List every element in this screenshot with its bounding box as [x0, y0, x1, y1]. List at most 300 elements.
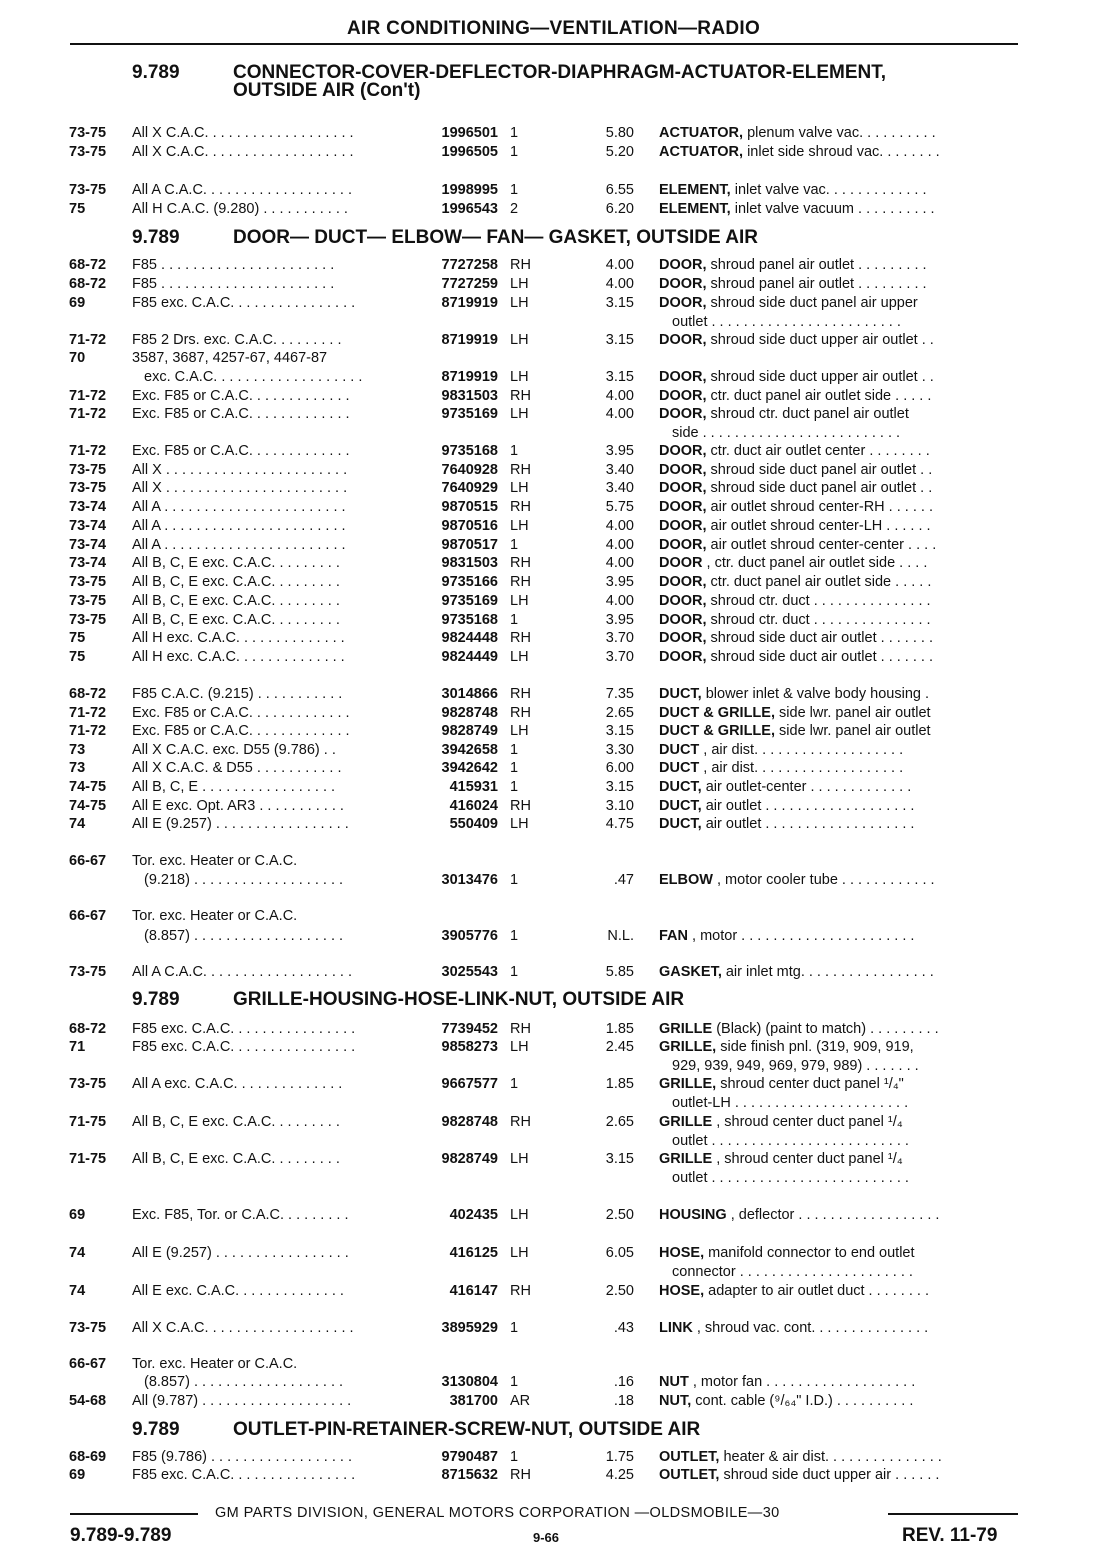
part-description — [659, 928, 1019, 944]
footer-rule-right — [888, 1513, 1018, 1515]
part-description — [659, 144, 1019, 160]
quantity: LH — [510, 480, 529, 496]
part-description-continued: connector . . . . . . . . . . . . . . . . . . . . . . — [672, 1264, 913, 1280]
part-name: DUCT & GRILLE, — [659, 723, 775, 739]
footer-revision: REV. 11-79 — [902, 1525, 998, 1546]
part-number: 9824449 — [441, 649, 498, 665]
application: All E exc. Opt. AR3 . . . . . . . . . . . — [132, 798, 344, 814]
part-description — [659, 1393, 1019, 1409]
part-name: DOOR, — [659, 276, 707, 292]
model-years: 73-75 — [69, 1320, 107, 1336]
part-detail: shroud ctr. duct . . . . . . . . . . . . . . . — [706, 612, 931, 628]
price: 3.95 — [605, 574, 634, 590]
application: All A C.A.C. . . . . . . . . . . . . . . . . . . — [132, 964, 352, 980]
model-years: 66-67 — [69, 908, 107, 924]
part-number: 381700 — [449, 1393, 498, 1409]
part-description — [659, 630, 1019, 646]
section-title: GRILLE-HOUSING-HOSE-LINK-NUT, OUTSIDE AIR — [233, 989, 685, 1010]
parts-row — [0, 125, 1107, 144]
price: 4.00 — [605, 518, 634, 534]
price: .18 — [613, 1393, 634, 1409]
parts-row — [0, 201, 1107, 220]
part-number: 9735168 — [441, 443, 498, 459]
quantity: LH — [510, 518, 529, 534]
part-detail: , deflector . . . . . . . . . . . . . . . . . . — [726, 1207, 940, 1223]
model-years: 73-75 — [69, 593, 107, 609]
part-name: GRILLE, — [659, 1076, 717, 1092]
part-description — [659, 705, 1019, 721]
model-years: 74-75 — [69, 779, 107, 795]
model-years: 74 — [69, 1245, 86, 1261]
part-name: DOOR, — [659, 406, 707, 422]
part-description — [659, 760, 1019, 776]
application: All B, C, E exc. C.A.C. . . . . . . . . — [132, 574, 340, 590]
part-detail: inlet side shroud vac. . . . . . . . — [743, 144, 940, 160]
part-name: HOSE, — [659, 1245, 705, 1261]
part-detail: shroud side duct upper air outlet . . — [706, 332, 934, 348]
part-description — [659, 1467, 1019, 1483]
part-detail: , air dist. . . . . . . . . . . . . . . . . . . — [699, 742, 904, 758]
part-detail: shroud side duct panel air upper — [706, 295, 918, 311]
part-name: DOOR, — [659, 257, 707, 273]
part-description — [659, 1320, 1019, 1336]
parts-row — [0, 705, 1107, 724]
quantity: 1 — [510, 964, 519, 980]
price: .47 — [613, 872, 634, 888]
part-description-continued: 929, 939, 949, 969, 979, 989) . . . . . . . — [672, 1058, 919, 1074]
part-description — [659, 406, 1019, 422]
application: Exc. F85 or C.A.C. . . . . . . . . . . . . — [132, 406, 350, 422]
part-detail: , air dist. . . . . . . . . . . . . . . . . . . — [699, 760, 904, 776]
part-name: ACTUATOR, — [659, 144, 744, 160]
quantity: RH — [510, 1467, 531, 1483]
model-years: 73-75 — [69, 1076, 107, 1092]
part-number: 7727258 — [441, 257, 498, 273]
application: Tor. exc. Heater or C.A.C. — [132, 908, 298, 924]
part-name: ELEMENT, — [659, 182, 731, 198]
quantity: LH — [510, 1207, 529, 1223]
parts-row — [0, 723, 1107, 742]
model-years: 73-75 — [69, 462, 107, 478]
part-description — [659, 872, 1019, 888]
part-description — [659, 723, 1019, 739]
parts-row — [0, 537, 1107, 556]
application: F85 exc. C.A.C. . . . . . . . . . . . . . . . — [132, 1467, 356, 1483]
parts-row — [0, 144, 1107, 163]
part-name: OUTLET, — [659, 1449, 720, 1465]
quantity: 1 — [510, 125, 519, 141]
model-years: 71-72 — [69, 443, 107, 459]
application-continued: exc. C.A.C. . . . . . . . . . . . . . . . . . . — [144, 369, 363, 385]
parts-row — [0, 574, 1107, 593]
model-years: 71-72 — [69, 705, 107, 721]
section-title: DOOR— DUCT— ELBOW— FAN— GASKET, OUTSIDE AIR — [233, 227, 758, 248]
part-number: 3025543 — [441, 964, 498, 980]
quantity: RH — [510, 555, 531, 571]
quantity: RH — [510, 462, 531, 478]
price: .43 — [613, 1320, 634, 1336]
section-title: CONNECTOR-COVER-DEFLECTOR-DIAPHRAGM-ACTUATOR-ELEMENT, — [233, 62, 887, 83]
part-name: DOOR, — [659, 630, 707, 646]
part-detail: shroud ctr. duct panel air outlet — [706, 406, 909, 422]
part-detail: shroud side duct upper air . . . . . . — [719, 1467, 940, 1483]
model-years: 71-75 — [69, 1114, 107, 1130]
footer-code-range: 9.789-9.789 — [70, 1525, 172, 1546]
part-number: 3942642 — [441, 760, 498, 776]
application: All H exc. C.A.C. . . . . . . . . . . . . . — [132, 649, 345, 665]
price: 4.00 — [605, 257, 634, 273]
part-number: 8719919 — [441, 369, 498, 385]
price: 3.40 — [605, 462, 634, 478]
quantity: 1 — [510, 182, 519, 198]
part-name: OUTLET, — [659, 1467, 720, 1483]
parts-row — [0, 816, 1107, 835]
parts-row — [0, 1039, 1107, 1074]
quantity: 1 — [510, 1076, 519, 1092]
price: 6.00 — [605, 760, 634, 776]
part-description — [659, 1039, 1019, 1055]
application: All X . . . . . . . . . . . . . . . . . . . . . . . — [132, 462, 348, 478]
application: All A . . . . . . . . . . . . . . . . . . . . . . . — [132, 518, 346, 534]
application: Exc. F85 or C.A.C. . . . . . . . . . . . . — [132, 388, 350, 404]
parts-row — [0, 853, 1107, 872]
part-number: 402435 — [449, 1207, 498, 1223]
part-description — [659, 443, 1019, 459]
application: All A C.A.C. . . . . . . . . . . . . . . . . . . — [132, 182, 352, 198]
part-number: 3014866 — [441, 686, 498, 702]
quantity: AR — [510, 1393, 531, 1409]
application: All A . . . . . . . . . . . . . . . . . . . . . . . — [132, 537, 346, 553]
model-years: 71-72 — [69, 406, 107, 422]
part-detail: , motor . . . . . . . . . . . . . . . . . . . . . . — [688, 928, 915, 944]
quantity: LH — [510, 723, 529, 739]
parts-row — [0, 1320, 1107, 1339]
quantity: 1 — [510, 928, 519, 944]
parts-row — [0, 332, 1107, 351]
application: All H exc. C.A.C. . . . . . . . . . . . . . — [132, 630, 345, 646]
model-years: 73-74 — [69, 537, 107, 553]
part-number: 7640929 — [441, 480, 498, 496]
part-name: HOSE, — [659, 1283, 705, 1299]
application: All B, C, E exc. C.A.C. . . . . . . . . — [132, 593, 340, 609]
quantity: 1 — [510, 537, 519, 553]
price: 3.15 — [605, 1151, 634, 1167]
application: All B, C, E . . . . . . . . . . . . . . . . . — [132, 779, 336, 795]
parts-row — [0, 1393, 1107, 1412]
part-name: DOOR, — [659, 295, 707, 311]
part-description — [659, 480, 1019, 496]
part-detail: ctr. duct air outlet center . . . . . . . . — [706, 443, 930, 459]
model-years: 73-74 — [69, 518, 107, 534]
part-name: DUCT — [659, 742, 700, 758]
price: 3.15 — [605, 295, 634, 311]
parts-row — [0, 1356, 1107, 1375]
part-number: 9870517 — [441, 537, 498, 553]
section-code: 9.789 — [132, 62, 180, 83]
part-description-continued: outlet-LH . . . . . . . . . . . . . . . . . . . . . . — [672, 1095, 909, 1111]
part-detail: side lwr. panel air outlet — [775, 705, 931, 721]
model-years: 74 — [69, 816, 86, 832]
parts-row — [0, 295, 1107, 330]
part-detail: ctr. duct panel air outlet side . . . . . — [706, 574, 932, 590]
part-name: DUCT, — [659, 779, 702, 795]
part-description — [659, 1283, 1019, 1299]
price: 5.80 — [605, 125, 634, 141]
price: N.L. — [607, 928, 634, 944]
model-years: 71 — [69, 1039, 86, 1055]
price: .16 — [613, 1374, 634, 1390]
application: All A exc. C.A.C. . . . . . . . . . . . . . — [132, 1076, 343, 1092]
part-description — [659, 555, 1019, 571]
page-header-title: AIR CONDITIONING—VENTILATION—RADIO — [346, 18, 761, 39]
application: Exc. F85, Tor. or C.A.C. . . . . . . . . — [132, 1207, 349, 1223]
model-years: 73-75 — [69, 182, 107, 198]
part-description — [659, 257, 1019, 273]
price: 4.25 — [605, 1467, 634, 1483]
quantity: 1 — [510, 443, 519, 459]
part-number: 9828748 — [441, 705, 498, 721]
price: 7.35 — [605, 686, 634, 702]
model-years: 68-72 — [69, 1021, 107, 1037]
part-name: NUT — [659, 1374, 689, 1390]
section-title-continued: OUTSIDE AIR (Con't) — [233, 80, 421, 101]
part-detail: manifold connector to end outlet — [704, 1245, 915, 1261]
application: All X C.A.C. . . . . . . . . . . . . . . . . . . — [132, 144, 354, 160]
part-number: 9735168 — [441, 612, 498, 628]
price: 1.85 — [605, 1021, 634, 1037]
model-years: 73 — [69, 760, 86, 776]
part-number: 415931 — [449, 779, 498, 795]
application: F85 (9.786) . . . . . . . . . . . . . . . . . . — [132, 1449, 352, 1465]
section-code: 9.789 — [132, 1419, 180, 1440]
part-number: 7727259 — [441, 276, 498, 292]
part-description — [659, 798, 1019, 814]
parts-row — [0, 964, 1107, 983]
part-number: 7640928 — [441, 462, 498, 478]
model-years: 73-75 — [69, 964, 107, 980]
header-rule — [70, 43, 1018, 45]
part-name: DOOR, — [659, 332, 707, 348]
application: All X C.A.C. & D55 . . . . . . . . . . . — [132, 760, 342, 776]
part-number: 9858273 — [441, 1039, 498, 1055]
application: F85 C.A.C. (9.215) . . . . . . . . . . . — [132, 686, 343, 702]
quantity: RH — [510, 574, 531, 590]
part-detail: air outlet shroud center-LH . . . . . . — [706, 518, 931, 534]
section-code: 9.789 — [132, 227, 180, 248]
part-detail: adapter to air outlet duct . . . . . . . . — [704, 1283, 929, 1299]
price: 2.65 — [605, 1114, 634, 1130]
part-detail: cont. cable (⁹/₆₄" I.D.) . . . . . . . . . . — [691, 1393, 914, 1409]
model-years: 73 — [69, 742, 86, 758]
quantity: RH — [510, 1021, 531, 1037]
part-number: 9870515 — [441, 499, 498, 515]
part-number: 416024 — [449, 798, 498, 814]
part-description — [659, 1151, 1019, 1167]
part-number: 9828749 — [441, 1151, 498, 1167]
part-description — [659, 574, 1019, 590]
part-description — [659, 276, 1019, 292]
application: Tor. exc. Heater or C.A.C. — [132, 1356, 298, 1372]
part-name: GRILLE — [659, 1021, 713, 1037]
part-description — [659, 1207, 1019, 1223]
price: 3.70 — [605, 630, 634, 646]
part-detail: air outlet shroud center-center . . . . — [706, 537, 937, 553]
application: All (9.787) . . . . . . . . . . . . . . . . . . . — [132, 1393, 352, 1409]
price: 2.50 — [605, 1283, 634, 1299]
quantity: LH — [510, 295, 529, 311]
quantity: 1 — [510, 742, 519, 758]
part-number: 9831503 — [441, 555, 498, 571]
price: 3.15 — [605, 369, 634, 385]
quantity: RH — [510, 630, 531, 646]
part-description — [659, 125, 1019, 141]
application: All X C.A.C. exc. D55 (9.786) . . — [132, 742, 336, 758]
part-name: DOOR, — [659, 574, 707, 590]
part-number: 416147 — [449, 1283, 498, 1299]
application: Exc. F85 or C.A.C. . . . . . . . . . . . . — [132, 723, 350, 739]
application: Exc. F85 or C.A.C. . . . . . . . . . . . . — [132, 443, 350, 459]
price: 5.85 — [605, 964, 634, 980]
part-description-continued: outlet . . . . . . . . . . . . . . . . . . . . . . . . . — [672, 1133, 909, 1149]
part-description — [659, 1449, 1019, 1465]
part-name: ACTUATOR, — [659, 125, 744, 141]
model-years: 68-69 — [69, 1449, 107, 1465]
quantity: LH — [510, 1039, 529, 1055]
part-name: GRILLE — [659, 1114, 713, 1130]
parts-row — [0, 612, 1107, 631]
application: All X C.A.C. . . . . . . . . . . . . . . . . . . — [132, 1320, 354, 1336]
part-name: DUCT, — [659, 816, 702, 832]
part-number: 3942658 — [441, 742, 498, 758]
part-detail: shroud side duct air outlet . . . . . . . — [706, 649, 934, 665]
model-years: 74-75 — [69, 798, 107, 814]
part-description — [659, 649, 1019, 665]
price: 4.00 — [605, 537, 634, 553]
parts-row — [0, 499, 1107, 518]
part-number: 9870516 — [441, 518, 498, 534]
part-number: 9828749 — [441, 723, 498, 739]
model-years: 71-72 — [69, 388, 107, 404]
parts-row — [0, 443, 1107, 462]
part-number: 3895929 — [441, 1320, 498, 1336]
parts-row — [0, 555, 1107, 574]
part-name: DOOR, — [659, 480, 707, 496]
quantity: 1 — [510, 872, 519, 888]
part-number: 550409 — [449, 816, 498, 832]
part-description — [659, 537, 1019, 553]
application: All X C.A.C. . . . . . . . . . . . . . . . . . . — [132, 125, 354, 141]
part-detail: shroud panel air outlet . . . . . . . . . — [706, 257, 927, 273]
application: 3587, 3687, 4257-67, 4467-87 — [132, 350, 328, 366]
part-detail: ctr. duct panel air outlet side . . . . . — [706, 388, 932, 404]
part-name: DOOR, — [659, 537, 707, 553]
part-name: DUCT, — [659, 686, 702, 702]
parts-row — [0, 742, 1107, 761]
parts-row — [0, 182, 1107, 201]
part-description — [659, 1021, 1019, 1037]
part-name: ELBOW — [659, 872, 713, 888]
part-name: DOOR, — [659, 518, 707, 534]
model-years: 73-75 — [69, 612, 107, 628]
part-description — [659, 462, 1019, 478]
price: 3.95 — [605, 612, 634, 628]
part-detail: , shroud center duct panel ¹/₄ — [712, 1151, 903, 1167]
part-description — [659, 1114, 1019, 1130]
price: 4.00 — [605, 276, 634, 292]
part-name: NUT, — [659, 1393, 692, 1409]
quantity: RH — [510, 1114, 531, 1130]
application: All B, C, E exc. C.A.C. . . . . . . . . — [132, 612, 340, 628]
part-number: 8719919 — [441, 332, 498, 348]
part-number: 7739452 — [441, 1021, 498, 1037]
quantity: 1 — [510, 760, 519, 776]
parts-row — [0, 1021, 1107, 1040]
model-years: 73-74 — [69, 555, 107, 571]
part-description — [659, 816, 1019, 832]
part-detail: shroud side duct upper air outlet . . — [706, 369, 934, 385]
price: 1.75 — [605, 1449, 634, 1465]
model-years: 70 — [69, 350, 86, 366]
application: F85 exc. C.A.C. . . . . . . . . . . . . . . . — [132, 1039, 356, 1055]
part-name: DOOR, — [659, 388, 707, 404]
part-description — [659, 295, 1019, 311]
quantity: 1 — [510, 1449, 519, 1465]
part-detail: inlet valve vacuum . . . . . . . . . . — [730, 201, 935, 217]
model-years: 54-68 — [69, 1393, 107, 1409]
parts-row — [0, 593, 1107, 612]
parts-row — [0, 686, 1107, 705]
parts-row — [0, 406, 1107, 441]
footer-page-number: 9-66 — [533, 1530, 560, 1545]
model-years: 69 — [69, 295, 86, 311]
part-detail: shroud side duct panel air outlet . . — [706, 480, 933, 496]
part-number: 1996543 — [441, 201, 498, 217]
part-detail: , motor cooler tube . . . . . . . . . . . . — [712, 872, 935, 888]
application: Tor. exc. Heater or C.A.C. — [132, 853, 298, 869]
part-detail: blower inlet & valve body housing . — [701, 686, 930, 702]
application-continued: (8.857) . . . . . . . . . . . . . . . . . . . — [144, 1374, 344, 1390]
part-detail: shroud side duct panel air outlet . . — [706, 462, 933, 478]
part-detail: shroud side duct air outlet . . . . . . . — [706, 630, 934, 646]
part-detail: inlet valve vac. . . . . . . . . . . . . — [730, 182, 927, 198]
part-name: GRILLE — [659, 1151, 713, 1167]
price: 2.45 — [605, 1039, 634, 1055]
model-years: 66-67 — [69, 1356, 107, 1372]
part-name: ELEMENT, — [659, 201, 731, 217]
part-detail: air outlet . . . . . . . . . . . . . . . . . . . — [701, 816, 915, 832]
application-continued: (9.218) . . . . . . . . . . . . . . . . . . . — [144, 872, 344, 888]
model-years: 75 — [69, 649, 86, 665]
part-number: 9828748 — [441, 1114, 498, 1130]
part-description — [659, 388, 1019, 404]
price: 3.95 — [605, 443, 634, 459]
parts-row — [0, 462, 1107, 481]
quantity: RH — [510, 705, 531, 721]
part-description — [659, 369, 1019, 385]
part-description — [659, 612, 1019, 628]
quantity: RH — [510, 257, 531, 273]
part-detail: side lwr. panel air outlet — [775, 723, 931, 739]
application: All A . . . . . . . . . . . . . . . . . . . . . . . — [132, 499, 346, 515]
part-number: 9831503 — [441, 388, 498, 404]
quantity: 1 — [510, 779, 519, 795]
footer-rule-left — [70, 1513, 198, 1515]
quantity: 1 — [510, 1374, 519, 1390]
quantity: LH — [510, 332, 529, 348]
application: All E exc. C.A.C. . . . . . . . . . . . . . — [132, 1283, 344, 1299]
price: 3.15 — [605, 332, 634, 348]
part-name: DOOR, — [659, 593, 707, 609]
